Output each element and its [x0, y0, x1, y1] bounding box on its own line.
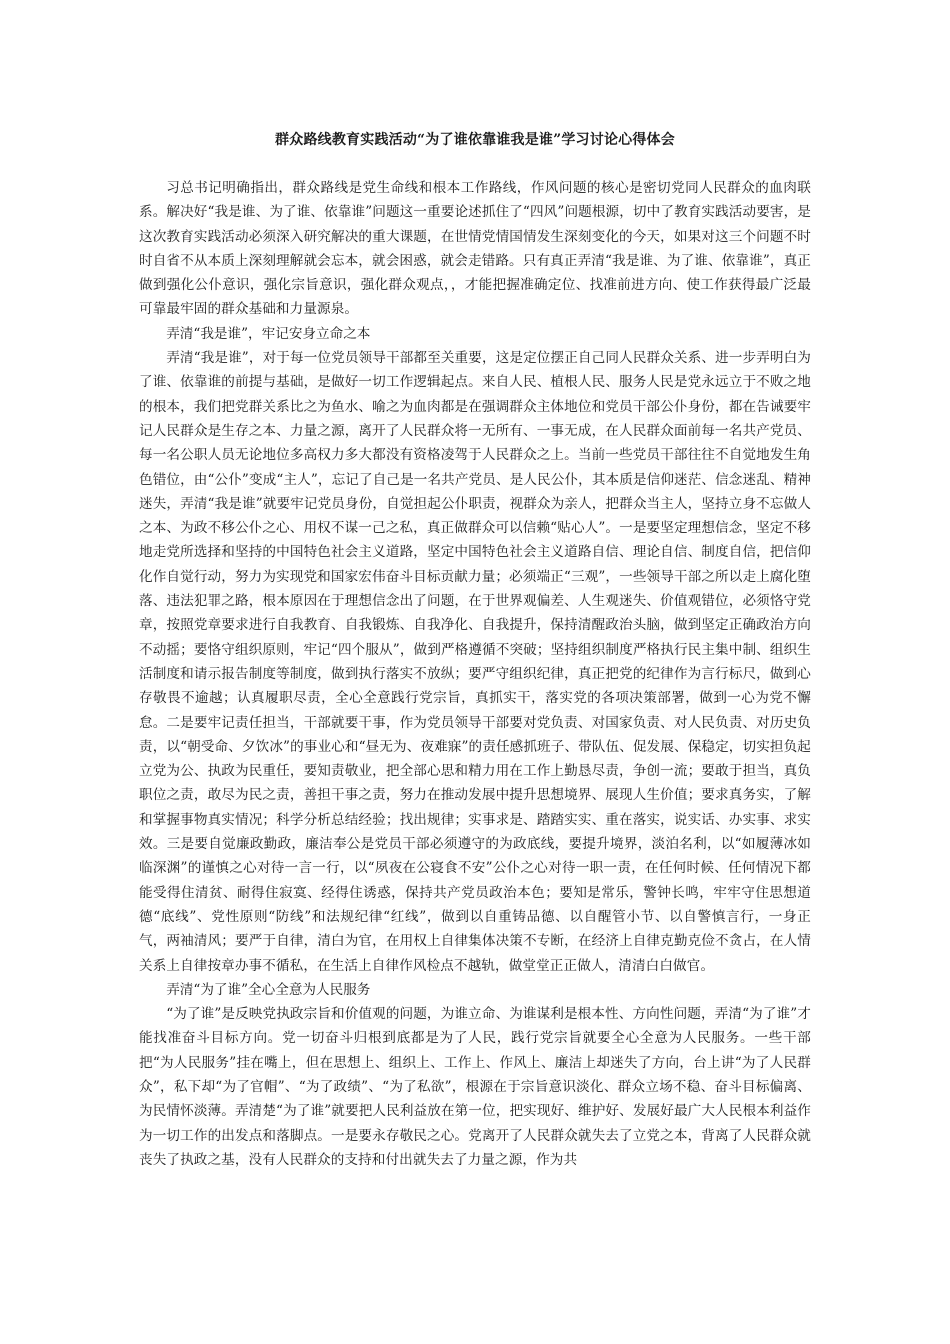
section-body-who-am-i: 弄清“我是谁”，对于每一位党员领导干部都至关重要，这是定位摆正自己同人民群众关系、进一步弄明白为了谁、依靠谁的前提与基础，是做好一切工作逻辑起点。来自人民、植根人民、服务人民是党永远立于不败之地的根本，我们把党群关系比之为鱼水、喻之为血肉都是在强调群众主体地位和党员干部公仆身份，都在告诫要牢记人民群众是生存之本、力量之源，离开了人民群众将一无所有、一事无成，在人民群众面前每一名共产党员、每一名公职人员无论地位多高权力多大都没有资格凌驾于人民群众之上。当前一些党员干部往往不自觉地发生角色错位，由“公仆”变成“主人”，忘记了自己是一名共产党员、是人民公仆，其本质是信仰迷茫、信念迷乱、精神迷失，弄清“我是谁”就要牢记党员身份，自觉担起公仆职责，视群众为亲人，把群众当主人，坚持立身不忘做人之本、为政不移公仆之心、用权不谋一己之私，真正做群众可以信赖“贴心人”。一是要坚定理想信念，坚定不移地走党所选择和坚持的中国特色社会主义道路，坚定中国特色社会主义道路自信、理论自信、制度自信，把信仰化作自觉行动，努力为实现党和国家宏伟奋斗目标贡献力量；必须端正“三观”，一些领导干部之所以走上腐化堕落、违法犯罪之路，根本原因在于理想信念出了问题，在于世界观偏差、人生观迷失、价值观错位，必须恪守党章，按照党章要求进行自我教育、自我锻炼、自我净化、自我提升，保持清醒政治头脑，做到坚定正确政治方向不动摇；要恪守组织原则，牢记“四个服从”，做到严格遵循不突破；坚持组织制度严格执行民主集中制、组织生活制度和请示报告制度等制度，做到执行落实不放纵；要严守组织纪律，真正把党的纪律作为言行标尺，做到心存敬畏不逾越；认真履职尽责，全心全意践行党宗旨，真抓实干，落实党的各项决策部署，做到一心为党不懈怠。二是要牢记责任担当，干部就要干事，作为党员领导干部要对党负责、对国家负责、对人民负责、对历史负责，以“朝受命、夕饮冰”的事业心和“昼无为、夜难寐”的责任感抓班子、带队伍、促发展、保稳定，切实担负起立党为公、执政为民重任，要知责敬业，把全部心思和精力用在工作上勤恳尽责，争创一流；要敢于担当，真负职位之责，敢尽为民之责，善担干事之责，努力在推动发展中提升思想境界、展现人生价值；要求真务实，了解和掌握事物真实情况；科学分析总结经验；找出规律；实事求是、踏踏实实、重在落实，说实话、办实事、求实效。三是要自觉廉政勤政，廉洁奉公是党员干部必须遵守的为政底线，要提升境界，淡泊名利，以“如履薄冰如临深渊”的谨慎之心对待一言一行，以“夙夜在公寝食不安”公仆之心对待一职一责，在任何时候、任何情况下都能受得住清贫、耐得住寂寞、经得住诱惑，保持共产党员政治本色；要知是常乐，警钟长鸣，牢牢守住思想道德“底线”、党性原则“防线”和法规纪律“红线”，做到以自重铸品德、以自醒管小节、以自警慎言行，一身正气，两袖清风；要严于自律，清白为官，在用权上自律集体决策不专断，在经济上自律克勤克俭不贪占，在人情关系上自律按章办事不循私，在生活上自律作风检点不越轨，做堂堂正正做人，清清白白做官。 — [139, 350, 811, 974]
intro-paragraph: 习总书记明确指出，群众路线是党生命线和根本工作路线，作风问题的核心是密切党同人民群众的血肉联系。解决好“我是谁、为了谁、依靠谁”问题这一重要论述抓住了“四风”问题根源，切中了教育实践活动要害，是这次教育实践活动必须深入研究解决的重大课题，在世情党情国情发生深刻变化的今天，如果对这三个问题不时时自省不从本质上深刻理解就会忘本，就会困惑，就会走错路。只有真正弄清“我是谁、为了谁、依靠谁”，真正做到强化公仆意识，强化宗旨意识，强化群众观点，，才能把握准确定位、找准前进方向、使工作获得最广泛最可靠最牢固的群众基础和力量源泉。 — [139, 180, 811, 318]
section-body-for-whom: “为了谁”是反映党执政宗旨和价值观的问题，为谁立命、为谁谋利是根本性、方向性问题，弄清“为了谁”才能找准奋斗目标方向。党一切奋斗归根到底都是为了人民，践行党宗旨就要全心全意为人民服务。一些干部把“为人民服务”挂在嘴上，但在思想上、组织上、工作上、作风上、廉洁上却迷失了方向，台上讲“为了人民群众”，私下却“为了官帽”、“为了政绩”、“为了私欲”，根源在于宗旨意识淡化、群众立场不稳、奋斗目标偏离、为民情怀淡薄。弄清楚“为了谁”就要把人民利益放在第一位，把实现好、维护好、发展好最广大人民根本利益作为一切工作的出发点和落脚点。一是要永存敬民之心。党离开了人民群众就失去了立党之本，背离了人民群众就丧失了执政之基，没有人民群众的支持和付出就失去了力量之源，作为共 — [139, 1006, 811, 1168]
section-heading-for-whom: 弄清“为了谁”全心全意为人民服务 — [166, 981, 371, 998]
document-body — [139, 176, 811, 1172]
section-heading-who-am-i: 弄清“我是谁”，牢记安身立命之本 — [166, 325, 371, 342]
document-title: 群众路线教育实践活动“为了谁依靠谁我是谁”学习讨论心得体会 — [275, 132, 675, 148]
document-page — [139, 0, 811, 1172]
